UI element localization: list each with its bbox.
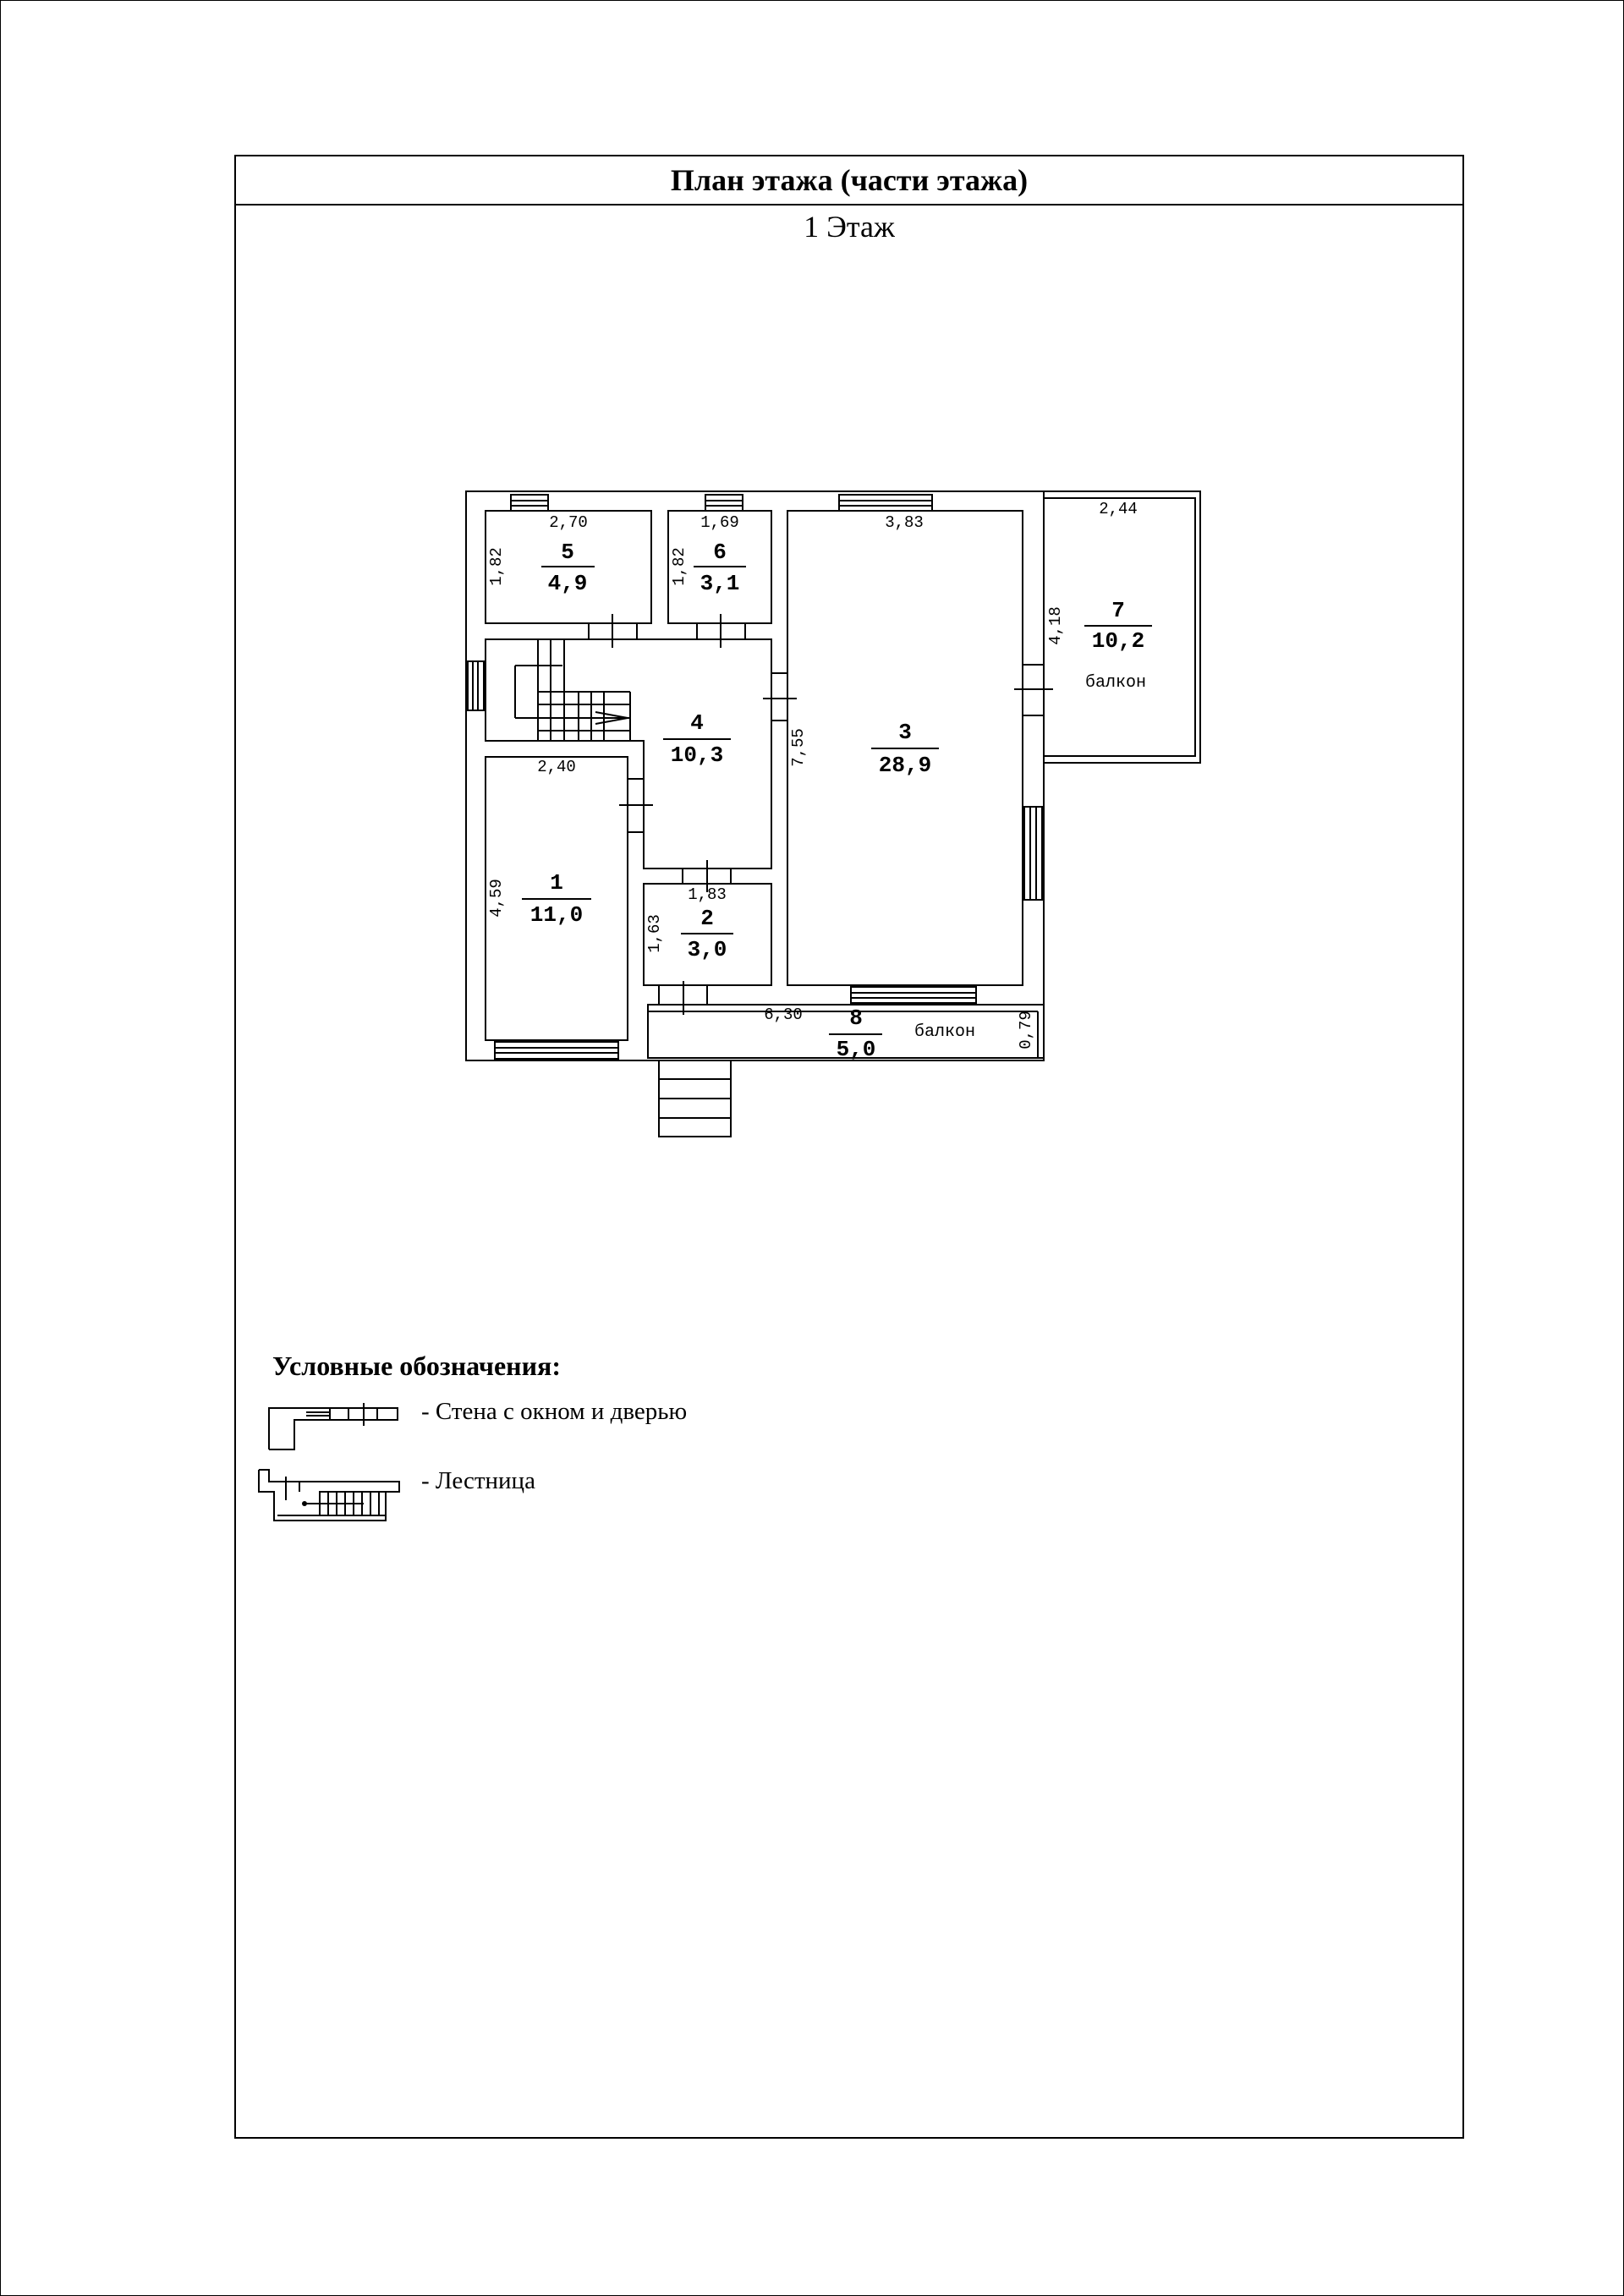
room-4-area: 10,3 [670,743,724,768]
legend-item-wall: - Стена с окном и дверью [421,1398,688,1425]
legend-item-stair: - Лестница [421,1467,535,1494]
room-7-number: 7 [1111,598,1125,623]
room-3-height: 7,55 [789,728,808,767]
room-5-number: 5 [561,540,574,565]
room-1-width: 2,40 [537,758,576,776]
room-2-number: 2 [700,906,714,931]
doors [589,614,1053,1015]
room-2-area: 3,0 [687,937,727,962]
room-3-area: 28,9 [878,753,932,778]
room-5-width: 2,70 [549,513,588,532]
exterior-steps [659,1060,731,1137]
sheet-title: План этажа (части этажа) [236,156,1462,205]
room-3-width: 3,83 [885,513,924,532]
room-4-number: 4 [690,710,704,736]
room-8-number: 8 [849,1006,863,1031]
room-7-area: 10,2 [1091,628,1145,654]
room-1-height: 4,59 [487,879,506,918]
room-6-number: 6 [713,540,727,565]
room-2-height: 1,63 [645,914,664,953]
room-8-area: 5,0 [836,1037,876,1062]
room-8-height: 0,79 [1017,1011,1035,1049]
wall-window-door-icon [269,1403,398,1449]
room-8-note: балкон [914,1022,976,1042]
room-1-area: 11,0 [529,902,584,928]
room-5-area: 4,9 [547,571,588,596]
room-5-height: 1,82 [487,547,506,586]
room-7-note: балкон [1085,673,1147,693]
interior-stair [515,639,630,741]
room-7-height: 4,18 [1046,606,1065,645]
room-2-width: 1,83 [688,885,727,904]
room-8-width: 6,30 [764,1006,803,1024]
legend-title: Условные обозначения: [272,1351,561,1381]
stair-icon [259,1470,399,1521]
room-7-outer [1044,491,1200,763]
floor-label: 1 Этаж [804,210,895,244]
room-3-number: 3 [898,720,912,745]
room-6-width: 1,69 [700,513,739,532]
room-7-width: 2,44 [1099,500,1138,518]
room-1-number: 1 [550,870,563,896]
room-6-height: 1,82 [670,547,689,586]
room-7-inner [1044,498,1195,756]
room-6-area: 3,1 [700,571,740,596]
